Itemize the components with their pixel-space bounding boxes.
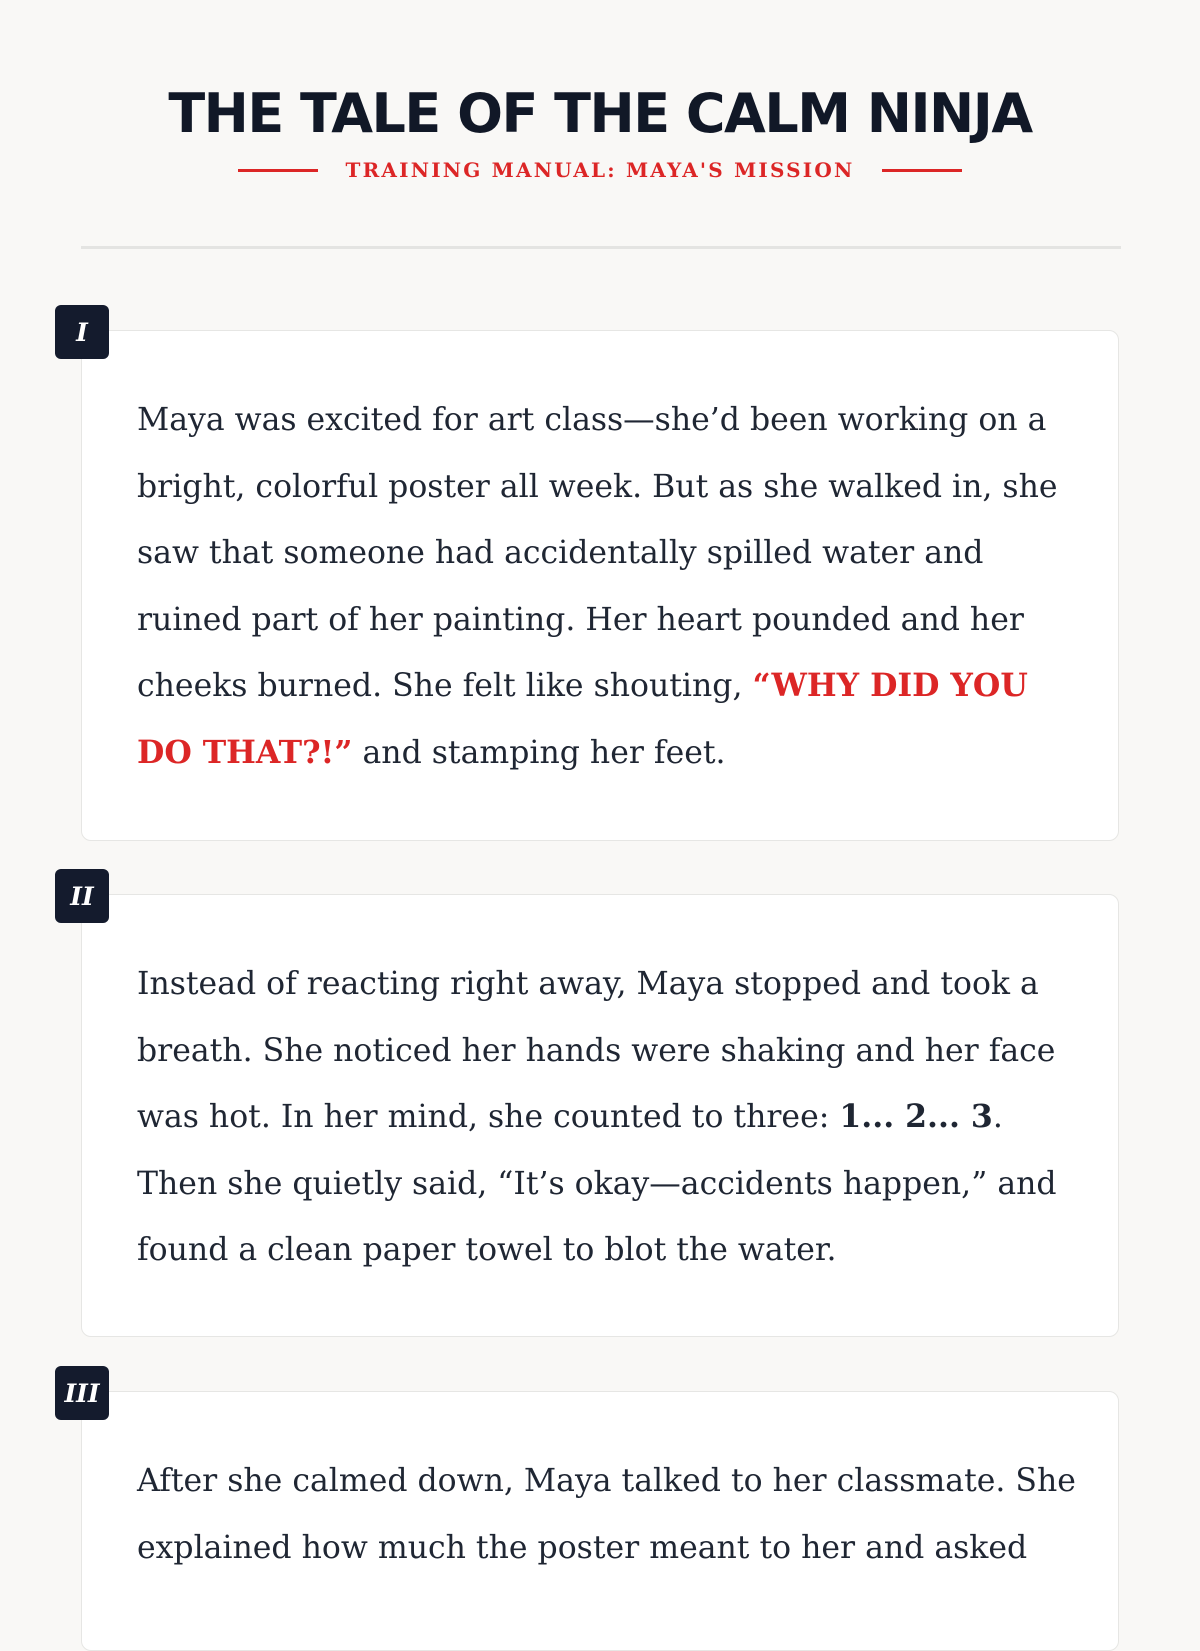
story-card-3 bbox=[81, 1391, 1119, 1651]
story-paragraph-1 bbox=[137, 387, 1077, 786]
paragraph-2-text-end: . Then she quietly said, “It’s okay—accidents happen,” and found a clean paper towel to blot the water. bbox=[137, 1099, 1057, 1268]
shout-quote: “WHY DID YOU DO THAT?!” bbox=[137, 667, 1028, 771]
subtitle-rule-left bbox=[238, 169, 318, 172]
page-header bbox=[0, 76, 1200, 182]
story-card-2 bbox=[81, 894, 1119, 1337]
section-badge-2: II bbox=[55, 869, 109, 923]
subtitle-row bbox=[0, 158, 1200, 182]
counting-text: 1... 2... 3 bbox=[839, 1098, 993, 1135]
paragraph-1-text: Maya was excited for art class—she’d been working on a bright, colorful poster all week. But as she walked in, she saw that someone had accidentally spilled water and ruined part of her painting. Her heart pounded and her cheeks burned. She felt like shouting, bbox=[137, 402, 1058, 704]
story-paragraph-3 bbox=[137, 1448, 1077, 1581]
paragraph-3-text: After she calmed down, Maya talked to her classmate. She explained how much the poster meant to her and asked bbox=[137, 1463, 1076, 1566]
page-title: THE TALE OF THE CALM NINJA bbox=[168, 82, 1032, 145]
page-subtitle: TRAINING MANUAL: MAYA'S MISSION bbox=[345, 158, 855, 182]
paragraph-2-text: Instead of reacting right away, Maya stopped and took a breath. She noticed her hands were shaking and her face was hot. In her mind, she counted to three: bbox=[137, 966, 1056, 1135]
header-divider bbox=[81, 246, 1121, 249]
subtitle-rule-right bbox=[882, 169, 962, 172]
story-card-1 bbox=[81, 330, 1119, 841]
story-paragraph-2 bbox=[137, 951, 1077, 1284]
section-badge-1: I bbox=[55, 305, 109, 359]
paragraph-1-text-end: and stamping her feet. bbox=[362, 734, 726, 771]
section-badge-3: III bbox=[55, 1366, 109, 1420]
